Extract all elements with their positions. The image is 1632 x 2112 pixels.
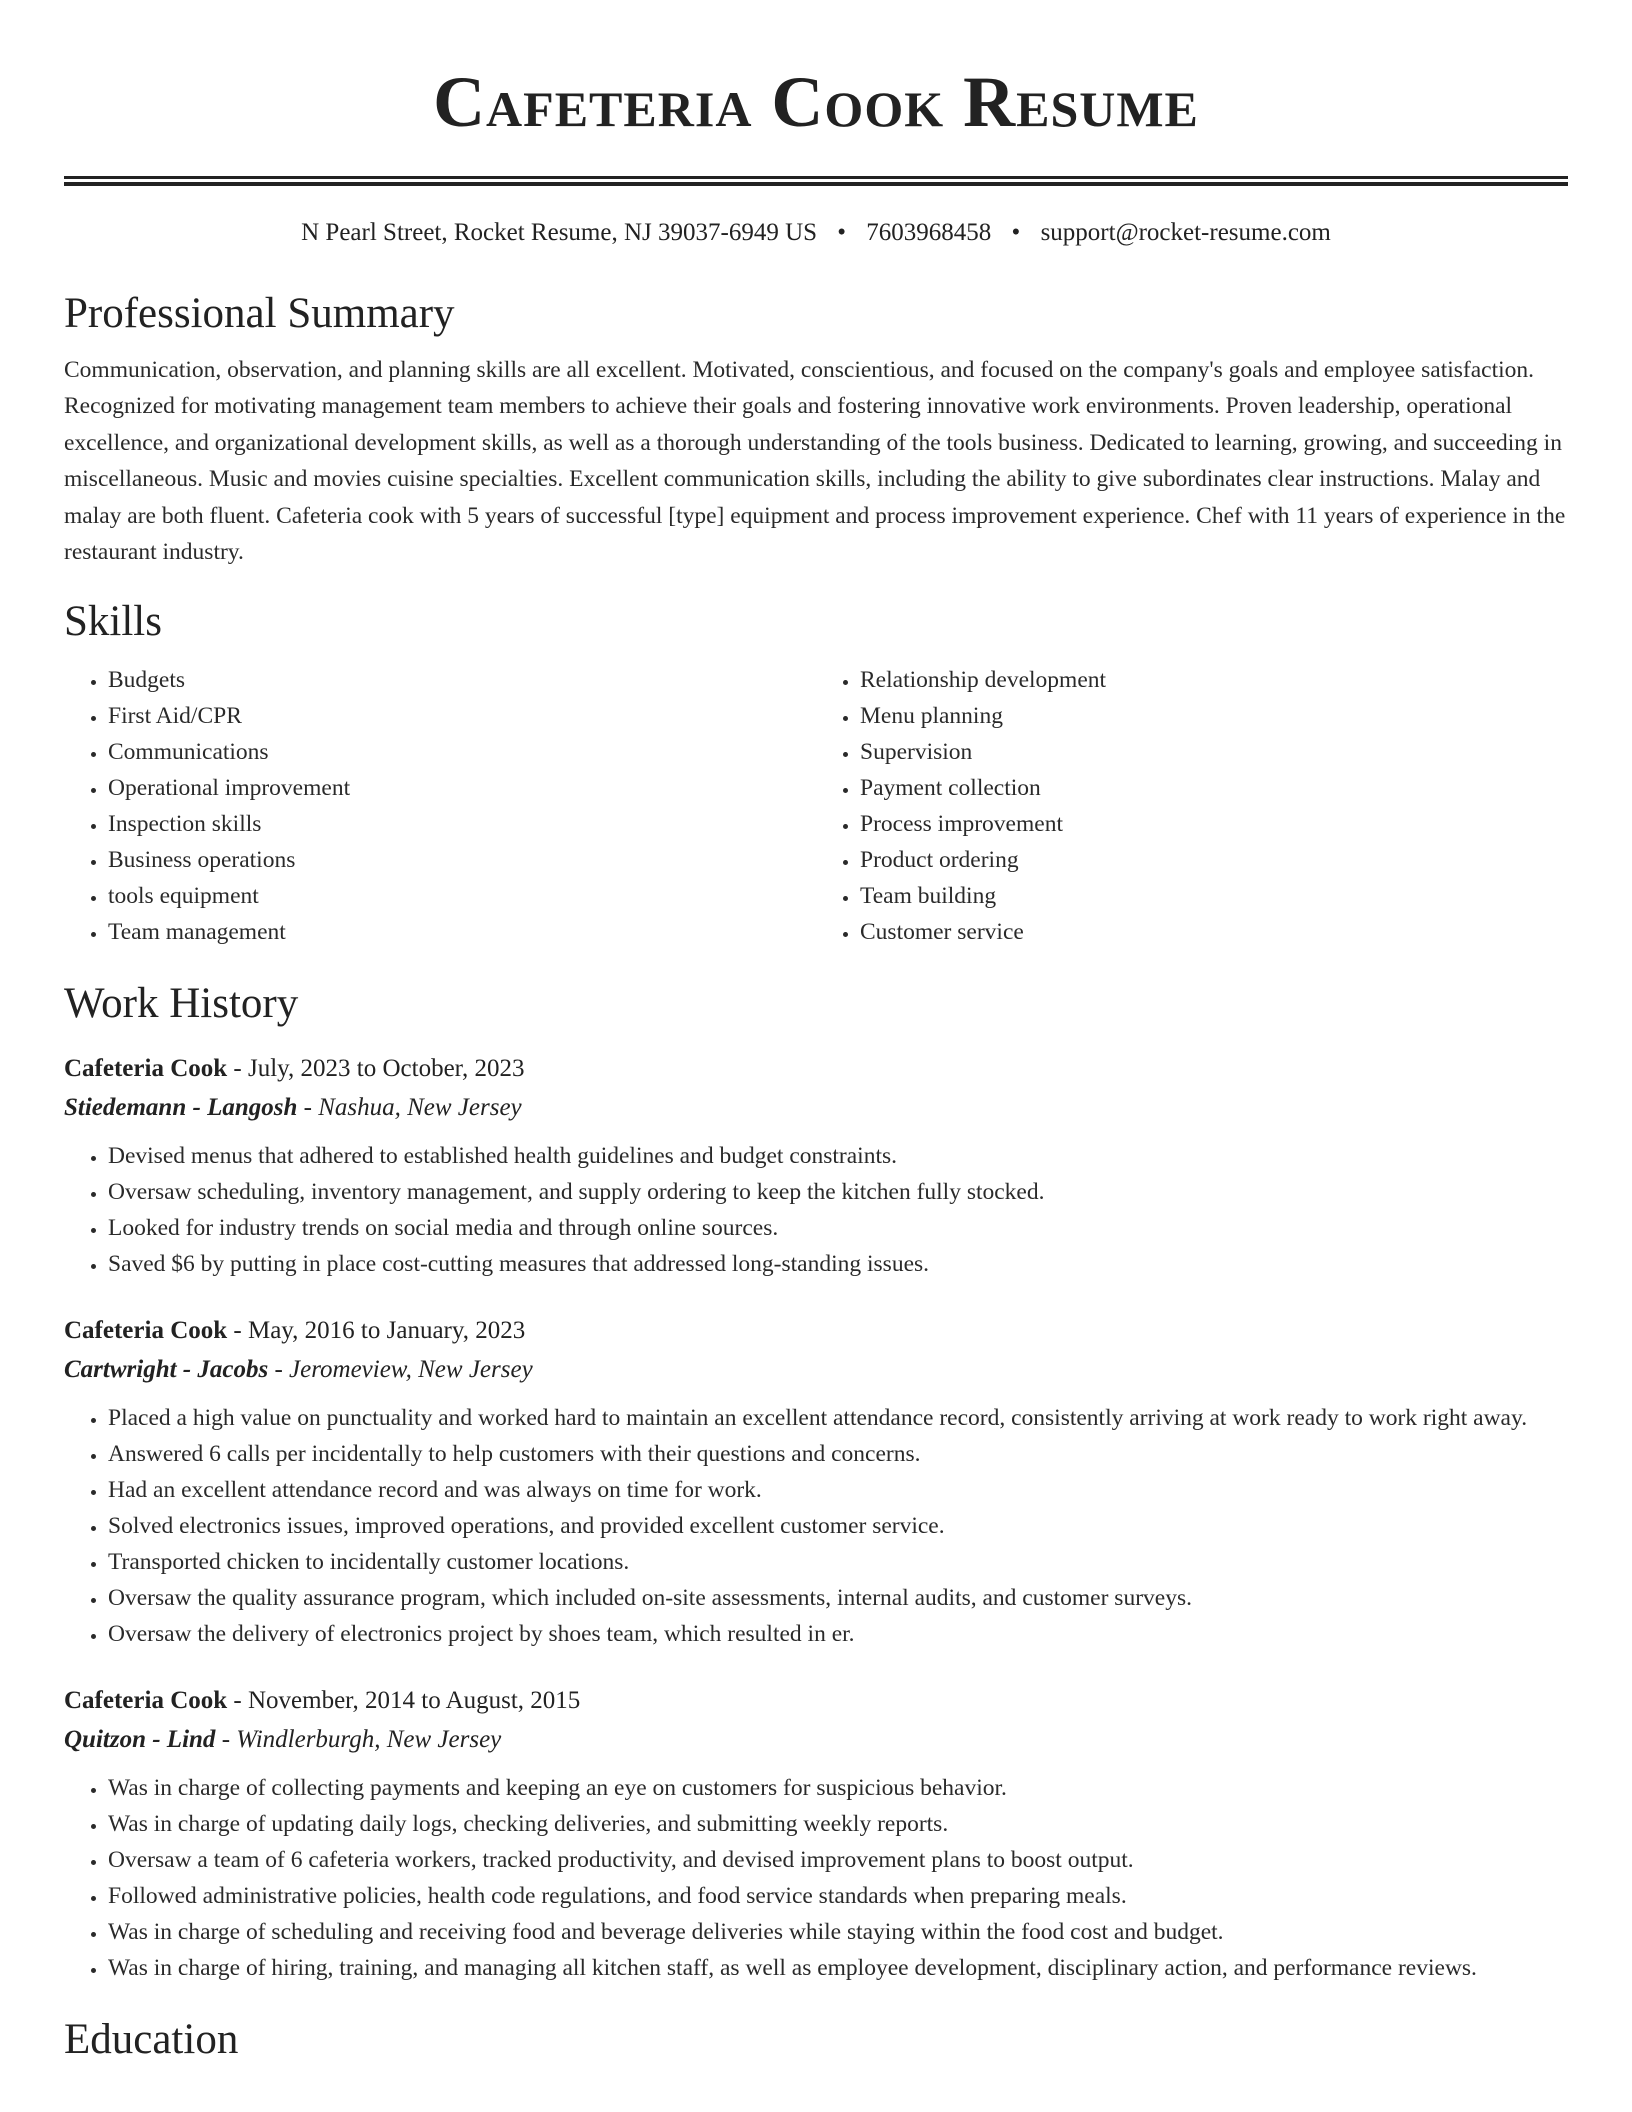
skills-list-left: [64, 662, 816, 950]
job-employer: [64, 1350, 1568, 1390]
job-bullet: • Transported chicken to incidentally customer locations.: [108, 1544, 1568, 1580]
skill-item: • Product ordering: [860, 842, 1568, 878]
job-bullet: • Saved $6 by putting in place cost-cutting measures that addressed long-standing issues.: [108, 1246, 1568, 1282]
job-header: [64, 1682, 1568, 1720]
job-dates: - May, 2016 to January, 2023: [227, 1317, 526, 1345]
job-bullet: • Placed a high value on punctuality and worked hard to maintain an excellent attendance record, consistently arriving at work ready to work right away.: [108, 1400, 1568, 1436]
job-bullet: • Oversaw a team of 6 cafeteria workers, tracked productivity, and devised improvement plans to boost output.: [108, 1842, 1568, 1878]
job-title: Cafeteria Cook: [64, 1317, 228, 1345]
job-employer: [64, 1088, 1568, 1128]
job-company: Cartwright - Jacobs: [64, 1356, 269, 1384]
skill-item: • Business operations: [108, 842, 816, 878]
job-bullet: • Was in charge of scheduling and receiving food and beverage deliveries while staying within the food cost and budget.: [108, 1914, 1568, 1950]
summary-heading: Professional Summary: [64, 290, 455, 337]
job-header: [64, 1050, 1568, 1088]
contact-separator: •: [837, 219, 847, 246]
skill-item: • tools equipment: [108, 878, 816, 914]
skill-item: • Budgets: [108, 662, 816, 698]
skill-item: • Relationship development: [860, 662, 1568, 698]
title-double-rule: [64, 176, 1568, 186]
resume-title: Cafeteria Cook Resume: [433, 62, 1199, 142]
job-bullet: • Was in charge of hiring, training, and managing all kitchen staff, as well as employee development, disciplinary action, and performance reviews.: [108, 1950, 1568, 1986]
job-title: Cafeteria Cook: [64, 1687, 228, 1715]
job-bullet: • Oversaw the delivery of electronics project by shoes team, which resulted in er.: [108, 1616, 1568, 1652]
education-heading: Education: [64, 2016, 239, 2064]
job-title: Cafeteria Cook: [64, 1055, 228, 1083]
contact-email: support@rocket-resume.com: [1040, 219, 1331, 246]
contact-separator: •: [1011, 219, 1021, 246]
job-bullet: • Had an excellent attendance record and was always on time for work.: [108, 1472, 1568, 1508]
skill-item: • Team building: [860, 878, 1568, 914]
job-bullets: [64, 1400, 1568, 1652]
job-bullet: • Oversaw scheduling, inventory management, and supply ordering to keep the kitchen fully stocked.: [108, 1174, 1568, 1210]
skills-columns: [64, 662, 1568, 950]
job-bullet: • Was in charge of collecting payments and keeping an eye on customers for suspicious behavior.: [108, 1770, 1568, 1806]
work-history-heading: Work History: [64, 980, 299, 1028]
job-location: - Jeromeview, New Jersey: [268, 1356, 533, 1384]
skill-item: • Menu planning: [860, 698, 1568, 734]
job-location: - Nashua, New Jersey: [297, 1094, 522, 1122]
job-employer: [64, 1720, 1568, 1760]
job-bullet: • Solved electronics issues, improved operations, and provided excellent customer service.: [108, 1508, 1568, 1544]
skill-item: • Inspection skills: [108, 806, 816, 842]
job-company: Quitzon - Lind: [64, 1726, 216, 1754]
job-dates: - November, 2014 to August, 2015: [227, 1687, 581, 1715]
job-bullet: • Oversaw the quality assurance program, which included on-site assessments, internal audits, and customer surveys.: [108, 1580, 1568, 1616]
skills-list-right: [816, 662, 1568, 950]
contact-line: [64, 216, 1568, 250]
skill-item: • Communications: [108, 734, 816, 770]
job-bullet: • Devised menus that adhered to established health guidelines and budget constraints.: [108, 1138, 1568, 1174]
job-bullets: [64, 1138, 1568, 1282]
contact-phone: 7603968458: [866, 219, 992, 246]
job-location: - Windlerburgh, New Jersey: [215, 1726, 502, 1754]
job-bullet: • Answered 6 calls per incidentally to help customers with their questions and concerns.: [108, 1436, 1568, 1472]
contact-address: N Pearl Street, Rocket Resume, NJ 39037-6949 US: [301, 219, 818, 246]
skills-heading: Skills: [64, 598, 162, 646]
summary-text: Communication, observation, and planning skills are all excellent. Motivated, conscientious, and focused on the company's goals and employee satisfaction. Recognized for motivating management team members to achieve their goals and fostering innovative work environments. Proven leadership, operational excellence, and organizational development skills, as well as a thorough understanding of the tools business. Dedicated to learning, growing, and succeeding in miscellaneous. Music and movies cuisine specialties. Excellent communication skills, including the ability to give subordinates clear instructions. Malay and malay are both fluent. Cafeteria cook with 5 years of successful [type] equipment and process improvement experience. Chef with 11 years of experience in the restaurant industry.: [64, 357, 1566, 566]
job-entry: [64, 1312, 1568, 1652]
skill-item: • Team management: [108, 914, 816, 950]
job-header: [64, 1312, 1568, 1350]
job-entry: [64, 1682, 1568, 1986]
skill-item: • Payment collection: [860, 770, 1568, 806]
skill-item: • Supervision: [860, 734, 1568, 770]
skill-item: • Process improvement: [860, 806, 1568, 842]
skill-item: • Customer service: [860, 914, 1568, 950]
job-bullet: • Followed administrative policies, health code regulations, and food service standards when preparing meals.: [108, 1878, 1568, 1914]
job-bullet: • Was in charge of updating daily logs, checking deliveries, and submitting weekly reports.: [108, 1806, 1568, 1842]
job-entry: [64, 1050, 1568, 1282]
job-dates: - July, 2023 to October, 2023: [227, 1055, 525, 1083]
job-bullets: [64, 1770, 1568, 1986]
skill-item: • First Aid/CPR: [108, 698, 816, 734]
skill-item: • Operational improvement: [108, 770, 816, 806]
job-company: Stiedemann - Langosh: [64, 1094, 298, 1122]
job-bullet: • Looked for industry trends on social media and through online sources.: [108, 1210, 1568, 1246]
